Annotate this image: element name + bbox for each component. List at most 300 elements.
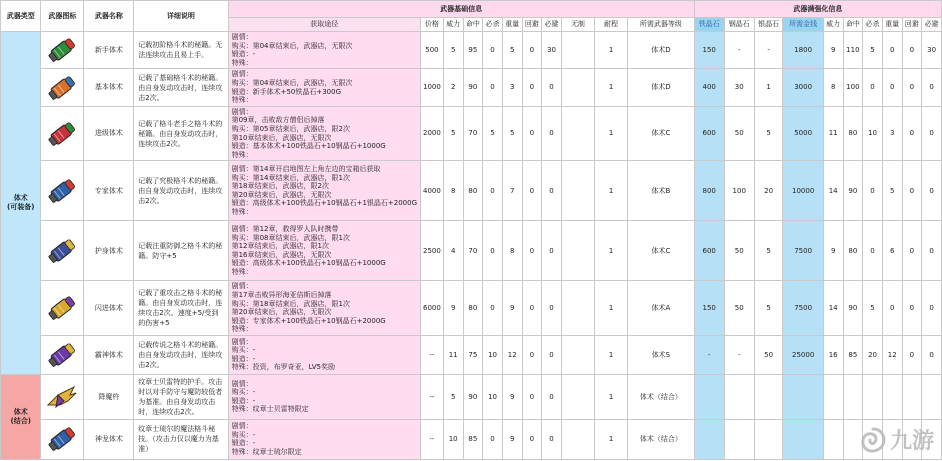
stat-silver: 5 [754,281,783,336]
stat-m-evade: 0 [922,161,942,221]
stat-gold: 10000 [783,161,823,221]
acquire-methods [228,32,420,69]
header-m-evade: 必避 [922,18,942,32]
stat-gold: 7500 [783,281,823,336]
stat-m-range: 0 [902,161,922,221]
stat-weight: 3 [502,69,522,106]
acquire-line: 第18章结束后，武器店，限2次 [231,182,329,191]
stat-m-weight: 6 [882,221,902,281]
acquire-line: 购买：第08章结束后，武器店，限1次 [231,233,350,242]
stat-m-range: 0 [902,221,922,281]
stat-rank: 体术（结合） [628,374,695,419]
stat-m-crit: 10 [863,106,883,161]
stat-silver: - [754,32,783,69]
header-acquire: 获取途径 [228,18,420,32]
stat-steel: - [724,32,754,69]
table-row [1,69,942,106]
stat-m-weight: 12 [882,335,902,374]
stat-crit: 10 [483,374,503,419]
stat-power: 11 [443,335,463,374]
header-row-1 [1,1,942,18]
stat-range: 0 [522,374,542,419]
stat-price: -- [421,335,444,374]
header-category: 武器类型 [1,1,41,32]
stat-rank: 体术D [628,69,695,106]
stat-weight: 8 [502,221,522,281]
stat-weight: 9 [502,281,522,336]
stat-evade: 0 [542,419,562,459]
weapon-name: 闪进体术 [84,281,134,336]
stat-m-weight: 5 [882,161,902,221]
stat-special [561,281,594,336]
stat-weight: 9 [502,419,522,459]
stat-crit: 10 [483,335,503,374]
stat-power: 10 [443,419,463,459]
stat-m-power [823,374,843,419]
stat-price: 2000 [421,106,444,161]
header-max-group: 武器满强化信息 [694,1,941,18]
stat-range: 0 [522,106,542,161]
stat-hit: 90 [463,374,483,419]
stat-dur: 1 [595,69,628,106]
acquire-line: 第20章结束后，武器店，无限次 [231,308,332,317]
acquire-line: 锻造：专家体术+100铁晶石+10钢晶石+2000G [231,316,386,325]
stat-crit: 0 [483,32,503,69]
acquire-line: 锻造：基本体术+100铁晶石+10钢晶石+1000G [231,142,386,151]
weapon-name: 进级体术 [84,106,134,161]
stat-crit: 0 [483,161,503,221]
stat-hit: 95 [463,32,483,69]
stat-silver [754,419,783,459]
stat-m-hit: 110 [843,32,863,69]
header-desc: 详细说明 [134,1,228,32]
stat-rank: 体术S [628,335,695,374]
acquire-line: 第20章结束后，武器店，无限次 [231,190,332,199]
stat-iron [694,419,724,459]
dragon-gauntlet-icon [44,425,80,453]
weapon-name: 霸神体术 [84,335,134,374]
header-m-range: 回避 [902,18,922,32]
acquire-line: 剧情： [231,422,253,431]
stat-steel: 50 [724,281,754,336]
header-special: 无制 [561,18,594,32]
watermark-text: 九游 [889,429,934,454]
stat-m-hit: 90 [843,281,863,336]
weapon-name: 新手体术 [84,32,134,69]
acquire-methods [228,335,420,374]
stat-m-range: 0 [902,281,922,336]
blue-gauntlet-icon [44,177,80,205]
stat-dur: 1 [595,106,628,161]
stat-m-evade: 0 [922,335,942,374]
stat-crit: 0 [483,221,503,281]
stat-m-range: 0 [902,69,922,106]
weapon-name: 基本体术 [84,69,134,106]
header-gold: 所需金钱 [783,18,823,32]
stat-gold: 1800 [783,32,823,69]
acquire-line: 剧情： [231,70,253,79]
stat-range: 0 [522,32,542,69]
stat-steel [724,419,754,459]
stat-power: 9 [443,281,463,336]
stat-hit: 70 [463,106,483,161]
stat-m-power: 8 [823,69,843,106]
weapon-icon-cell [41,419,84,459]
weapon-description: 纹章士贝雷特的护手。攻击时以对手防守与魔防较低者为基准。由自身发动攻击时，连续攻击2次。 [134,374,228,419]
acquire-line: 锻造：- [231,396,256,405]
stat-iron: 400 [694,69,724,106]
stat-range: 0 [522,419,542,459]
table-row [1,419,942,459]
stat-power: 2 [443,69,463,106]
stat-dur: 1 [595,335,628,374]
stat-dur: 1 [595,161,628,221]
stat-price: 4000 [421,161,444,221]
acquire-line: 第16章结束后，武器店，无限次 [231,250,332,259]
acquire-line: 剧情： [231,33,253,41]
header-hit: 命中 [463,18,483,32]
stat-evade: 0 [542,69,562,106]
stat-special [561,335,594,374]
stat-evade: 0 [542,335,562,374]
weapon-icon-cell [41,221,84,281]
header-steel: 钢晶石 [724,18,754,32]
weapon-description: 记载了究极格斗术的秘籍。由自身发动攻击时，连续攻击2次。 [134,161,228,221]
stat-m-power: 9 [823,221,843,281]
acquire-line: 剧情： [231,107,253,116]
acquire-line: 购买：第04章结束后，武器店，无限次 [231,41,353,50]
stat-m-evade: 0 [922,221,942,281]
stat-price: 500 [421,32,444,69]
stat-iron: - [694,335,724,374]
stat-gold [783,419,823,459]
stat-iron: 800 [694,161,724,221]
stat-dur: 1 [595,281,628,336]
weapon-icon-cell [41,106,84,161]
stat-power: 5 [443,32,463,69]
header-name: 武器名称 [84,1,134,32]
stat-evade: 0 [542,106,562,161]
weapon-description: 记载注重防御之格斗术的秘籍。防守+5 [134,221,228,281]
stat-steel: 50 [724,221,754,281]
weapon-description: 记载了格斗老手之格斗术的秘籍。由自身发动攻击时，连续攻击2次。 [134,106,228,161]
header-silver: 银晶石 [754,18,783,32]
table-row [1,281,942,336]
header-m-hit: 命中 [843,18,863,32]
stat-rank: 体术B [628,161,695,221]
stat-m-evade: 0 [922,69,942,106]
stat-m-crit: 0 [863,221,883,281]
weapon-icon-cell [41,32,84,69]
stat-special [561,106,594,161]
watermark [860,424,934,455]
table-row [1,374,942,419]
stat-m-weight: 3 [882,106,902,161]
stat-iron: 150 [694,32,724,69]
weapon-description: 纹章士琉尔的魔法格斗秘技。（攻击力仅以魔力为基准） [134,419,228,459]
table-row [1,32,942,69]
acquire-methods [228,221,420,281]
acquire-line: 特殊： [231,96,253,105]
header-range: 回避 [522,18,542,32]
table-row [1,106,942,161]
stat-steel [724,374,754,419]
stat-iron: 600 [694,106,724,161]
stat-hit: 70 [463,221,483,281]
weapon-name: 降魔杵 [84,374,134,419]
weapon-name: 神龙体术 [84,419,134,459]
stat-m-power: 11 [823,106,843,161]
acquire-line: 购买：- [231,430,256,439]
header-m-power: 威力 [823,18,843,32]
stat-evade: 0 [542,221,562,281]
stat-gold: 25000 [783,335,823,374]
stat-m-hit: 90 [843,161,863,221]
stat-gold: 7500 [783,221,823,281]
acquire-line: 剧情： [231,379,253,388]
stat-m-power [823,419,843,459]
stat-weight: 5 [502,106,522,161]
stat-silver: 20 [754,161,783,221]
stat-m-hit: 100 [843,69,863,106]
acquire-line: 购买：- [231,346,256,355]
stat-hit: 85 [463,419,483,459]
stat-crit: 0 [483,419,503,459]
acquire-line: 锻造：高级体术+100铁晶石+10钢晶石+1000G [231,259,386,268]
header-icon: 武器图标 [41,1,84,32]
acquire-line: 购买：第05章结束后，武器店，限2次 [231,124,350,133]
stat-evade: 0 [542,281,562,336]
stat-range: 0 [522,335,542,374]
weapon-description: 记载传说之格斗术的秘籍。由自身发动攻击时，连续攻击2次。 [134,335,228,374]
stat-m-crit: 5 [863,281,883,336]
acquire-line: 锻造：新手体术+50铁晶石+300G [231,87,342,96]
acquire-line: 特殊： [231,58,253,67]
header-power: 威力 [443,18,463,32]
stat-silver: 5 [754,221,783,281]
stat-hit: 80 [463,161,483,221]
purple-gauntlet-icon [44,341,80,369]
acquire-line: 特殊：纹章士贝雷特限定 [231,405,309,414]
stat-iron [694,374,724,419]
stat-m-crit: 5 [863,32,883,69]
acquire-line: 剧情：第14章开启地图左上角左边的宝箱后获取 [231,165,381,174]
acquire-line: 第09章，击败敌方僧侣后掉落 [231,116,325,125]
acquire-line: 锻造：高级体术+100铁晶石+10钢晶石+1银晶石+2000G [231,199,418,208]
acquire-line: 锻造：- [231,439,256,448]
stat-silver: 50 [754,335,783,374]
stat-m-power: 14 [823,161,843,221]
stat-m-weight: 0 [882,32,902,69]
stat-m-weight [882,374,902,419]
stat-m-evade: 0 [922,281,942,336]
acquire-methods [228,69,420,106]
stat-weight: 7 [502,161,522,221]
stat-rank: 体术C [628,221,695,281]
stat-special [561,69,594,106]
weapon-icon-cell [41,161,84,221]
stat-gold: 5000 [783,106,823,161]
stat-power: 4 [443,221,463,281]
weapon-description: 记载了重攻击之格斗术的秘籍。由自身发动攻击时，连续攻击2次。速度+5/受到的伤害+5 [134,281,228,336]
weapon-name: 护身体术 [84,221,134,281]
navy-gauntlet-icon [44,237,80,265]
stat-m-evade: 0 [922,106,942,161]
stat-rank: 体术A [628,281,695,336]
stat-steel: - [724,335,754,374]
stat-m-hit: 80 [843,106,863,161]
stat-weight: 12 [502,335,522,374]
acquire-line: 特殊： [231,268,253,276]
acquire-line: 特殊：投资，布罗奇亚，LV5奖励 [231,363,335,372]
table-row [1,161,942,221]
header-price: 价格 [421,18,444,32]
stat-rank: 体术C [628,106,695,161]
acquire-line: 锻造：- [231,354,256,363]
stat-dur: 1 [595,221,628,281]
stat-m-crit [863,374,883,419]
stat-m-hit: 85 [843,335,863,374]
acquire-line: 第10章结束后，武器店，无限次 [231,133,332,142]
acquire-line: 剧情： [231,282,253,291]
stat-steel: 30 [724,69,754,106]
stat-steel: 50 [724,106,754,161]
header-evade: 必避 [542,18,562,32]
acquire-line: 购买：第14章结束后，武器店，限1次 [231,173,350,182]
weapon-icon-cell [41,335,84,374]
acquire-methods [228,281,420,336]
header-base-group: 武器基础信息 [228,1,694,18]
stat-iron: 150 [694,281,724,336]
stat-special [561,221,594,281]
header-crit: 必杀 [483,18,503,32]
acquire-line: 特殊： [231,325,253,334]
acquire-methods [228,161,420,221]
stat-power: 8 [443,161,463,221]
stat-m-range: 0 [902,106,922,161]
stat-crit: 5 [483,106,503,161]
acquire-line: 购买：第18章结束后，武器店，限1次 [231,299,350,308]
stat-rank: 体术（结合） [628,419,695,459]
acquire-line: 特殊： [231,208,253,216]
stat-evade: 0 [542,374,562,419]
stat-dur: 1 [595,32,628,69]
stat-iron: 600 [694,221,724,281]
stat-m-range: 0 [902,32,922,69]
acquire-methods [228,374,420,419]
swirl-logo-icon [860,427,886,453]
header-m-crit: 必杀 [863,18,883,32]
acquire-line: 购买：第04章结束后，武器店，无限次 [231,78,353,87]
acquire-methods [228,419,420,459]
acquire-line: 第17章击败异形海亚佶斯后掉落 [231,290,332,299]
stat-weight: 5 [502,32,522,69]
stat-crit: 0 [483,281,503,336]
header-iron: 铁晶石 [694,18,724,32]
weapon-description: 记载了基础格斗术的秘籍。由自身发动攻击时，连续攻击2次。 [134,69,228,106]
acquire-methods [228,106,420,161]
stat-m-evade: 30 [922,32,942,69]
stat-range: 0 [522,221,542,281]
stat-silver [754,374,783,419]
stat-m-evade [922,374,942,419]
stat-m-crit: 20 [863,335,883,374]
stat-hit: 90 [463,69,483,106]
stat-m-weight: 0 [882,69,902,106]
stat-evade: 30 [542,32,562,69]
stat-range: 0 [522,281,542,336]
weapon-icon-cell [41,69,84,106]
stat-price: 6000 [421,281,444,336]
header-durability: 耐程 [595,18,628,32]
acquire-line: 第12章结束后，武器店，限1次 [231,242,329,251]
acquire-line: 剧情： [231,337,253,346]
stat-dur: 1 [595,374,628,419]
header-m-weight: 重量 [882,18,902,32]
stat-hit: 75 [463,335,483,374]
gold-gauntlet-icon [44,294,80,322]
stat-special [561,374,594,419]
header-rank: 所需武器等级 [628,18,695,32]
stat-m-hit: 80 [843,221,863,281]
stat-range: 0 [522,161,542,221]
stat-m-weight: 0 [882,281,902,336]
acquire-line: 购买：- [231,388,256,397]
stat-weight: 9 [502,374,522,419]
red-gauntlet-icon [44,120,80,148]
stat-m-range [902,374,922,419]
stat-price: 1000 [421,69,444,106]
stat-price: -- [421,419,444,459]
weapon-icon-cell [41,374,84,419]
orange-gauntlet-icon [44,74,80,102]
gold-claw-icon [44,383,80,411]
stat-m-hit [843,374,863,419]
weapon-name: 专家体术 [84,161,134,221]
stat-special [561,32,594,69]
stat-m-power: 9 [823,32,843,69]
weapon-description: 记载初阶格斗术的秘籍。无法连续攻击且易上手。 [134,32,228,69]
stat-steel: 100 [724,161,754,221]
stat-m-power: 16 [823,335,843,374]
stat-m-crit: 0 [863,69,883,106]
stat-price: -- [421,374,444,419]
acquire-line: 剧情：第12章，救得罗人队时携带 [231,225,339,234]
stat-dur: 1 [595,419,628,459]
green-gauntlet-icon [44,36,80,64]
category-cell: 体术 (结合) [1,374,41,459]
stat-gold [783,374,823,419]
stat-silver: 1 [754,69,783,106]
acquire-line: 特殊：纹章士琉尔限定 [231,447,302,456]
stat-gold: 3000 [783,69,823,106]
weapon-icon-cell [41,281,84,336]
stat-crit: 0 [483,69,503,106]
category-cell: 体术 (可装备) [1,32,41,375]
stat-power: 5 [443,374,463,419]
stat-m-crit: 0 [863,161,883,221]
stat-price: 2500 [421,221,444,281]
stat-range: 0 [522,69,542,106]
stat-m-power: 14 [823,281,843,336]
stat-special [561,419,594,459]
stat-m-range: 0 [902,335,922,374]
stat-silver: 5 [754,106,783,161]
header-weight: 重量 [502,18,522,32]
table-row [1,221,942,281]
stat-evade: 0 [542,161,562,221]
acquire-line: 特殊： [231,150,253,159]
